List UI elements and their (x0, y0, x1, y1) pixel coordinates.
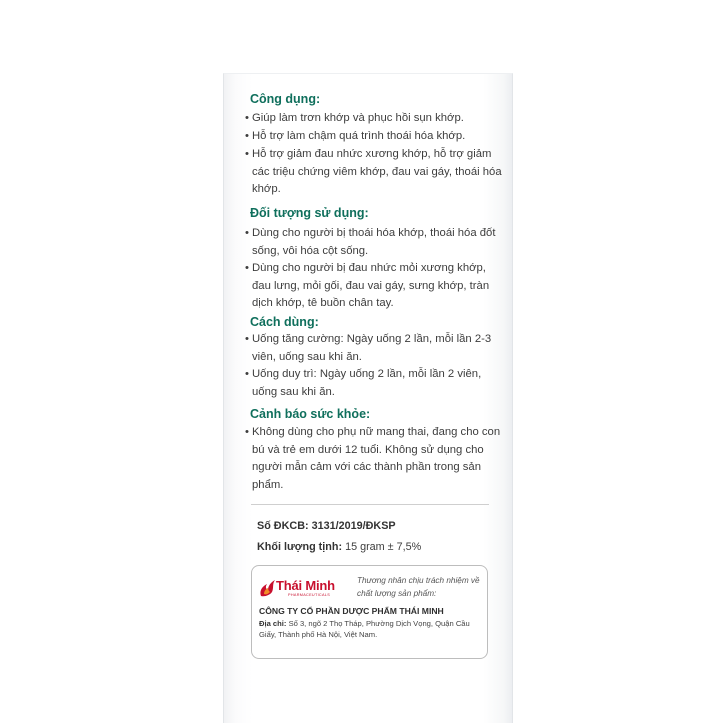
company-name: CÔNG TY CỔ PHẦN DƯỢC PHẨM THÁI MINH (259, 606, 444, 616)
list-item: • Hỗ trợ giảm đau nhức xương khớp, hỗ trợ giảm các triệu chứng viêm khớp, đau vai gáy, thoái hóa khớp. (243, 146, 505, 199)
bullet-icon: • (245, 148, 249, 160)
responsible-note: Thương nhân chịu trách nhiệm về chất lượng sản phẩm: (357, 576, 480, 598)
section-heading-target-users: Đối tượng sử dụng: (250, 206, 369, 220)
list-item: • Dùng cho người bị đau nhức mỏi xương khớp, đau lưng, mỏi gối, đau vai gáy, sưng khớp, tràn dịch khớp, tê buồn chân tay. (243, 260, 505, 313)
list-item: • Không dùng cho phụ nữ mang thai, đang cho con bú và trẻ em dưới 12 tuổi. Không sử dụng cho người mẫn cảm với các thành phần trong sản phẩm. (243, 424, 505, 494)
section-heading-uses: Công dụng: (250, 92, 321, 106)
list-item: • Uống tăng cường: Ngày uống 2 lần, mỗi lần 2-3 viên, uống sau khi ăn. (243, 331, 505, 366)
bullet-icon: • (245, 227, 249, 239)
list-item: • Dùng cho người bị thoái hóa khớp, thoái hóa đốt sống, vôi hóa cột sống. (243, 225, 505, 260)
bullet-icon: • (245, 426, 249, 438)
bullet-icon: • (245, 368, 249, 380)
divider (251, 504, 489, 505)
section-heading-usage: Cách dùng: (250, 315, 319, 329)
bullet-icon: • (245, 112, 249, 124)
flame-icon (258, 576, 278, 598)
list-item: • Giúp làm trơn khớp và phục hồi sụn khớp. (243, 110, 505, 128)
company-address: Địa chỉ: Số 3, ngõ 2 Thọ Tháp, Phường Dịch Vọng, Quận Cầu Giấy, Thành phố Hà Nội, Việt Nam. (259, 619, 470, 639)
net-weight: Khối lượng tịnh: 15 gram ± 7,5% (257, 541, 422, 553)
section-heading-health-warning: Cảnh báo sức khỏe: (250, 407, 371, 421)
thai-minh-logo: Thái Minh PHARMACEUTICALS (258, 578, 340, 602)
bullet-icon: • (245, 333, 249, 345)
list-item: • Uống duy trì: Ngày uống 2 lần, mỗi lần 2 viên, uống sau khi ăn. (243, 366, 505, 401)
list-item: • Hỗ trợ làm chậm quá trình thoái hóa khớp. (243, 128, 505, 146)
bullet-icon: • (245, 262, 249, 274)
registration-number: Số ĐKCB: 3131/2019/ĐKSP (257, 520, 396, 532)
bullet-icon: • (245, 130, 249, 142)
